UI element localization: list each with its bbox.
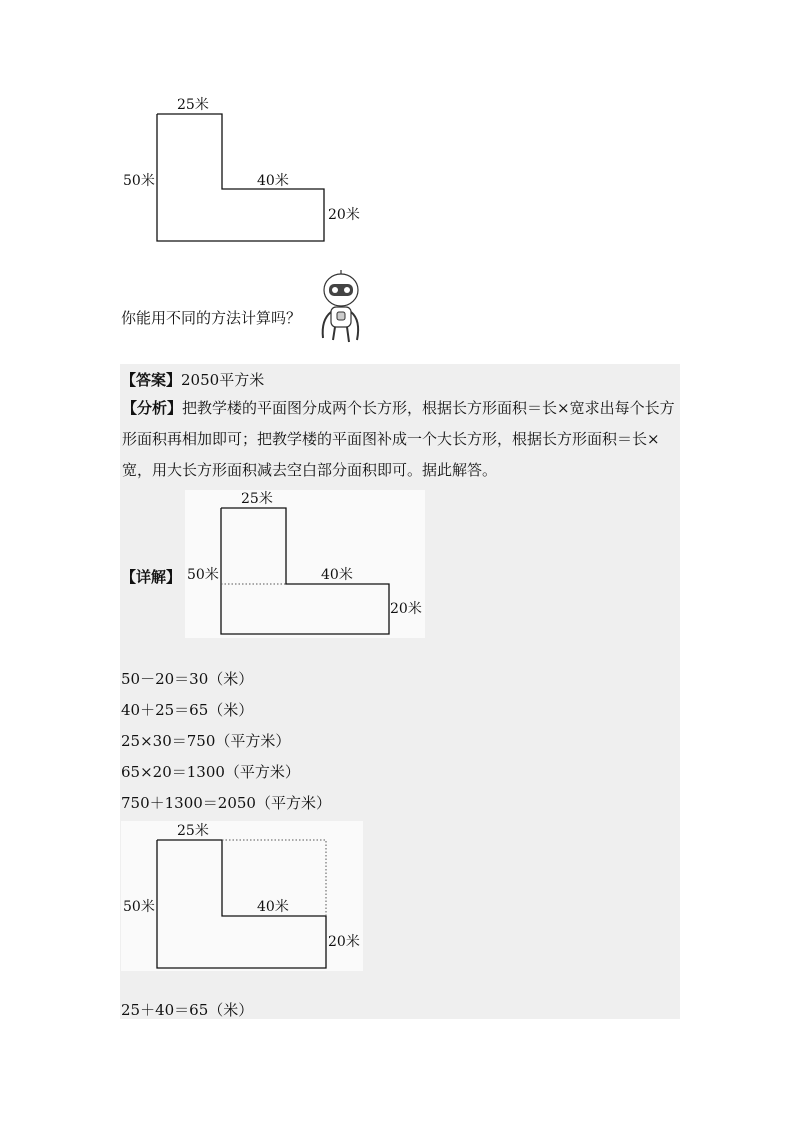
- calc-step-5: 750＋1300＝2050（平方米）: [121, 794, 331, 812]
- answer-value: 2050平方米: [181, 371, 265, 389]
- answer-tag: 【答案】: [121, 371, 182, 389]
- label-left: 50米: [123, 173, 155, 189]
- label-right: 20米: [328, 207, 360, 223]
- calc-step-2: 40＋25＝65（米）: [121, 701, 254, 719]
- calc-step-4: 65×20＝1300（平方米）: [121, 763, 300, 781]
- label-left: 50米: [123, 899, 155, 915]
- label-middle: 40米: [257, 899, 289, 915]
- analysis-tag: 【分析】: [122, 399, 183, 417]
- calc-step-1: 50－20＝30（米）: [121, 670, 254, 688]
- analysis-text: 把教学楼的平面图分成两个长方形，根据长方形面积＝长×宽求出每个长方形面积再相加即可；把教学楼的平面图补成一个大长方形，根据长方形面积＝长×宽，用大长方形面积减去空白部分面积即可。据此解答。: [122, 399, 675, 479]
- label-right: 20米: [328, 934, 360, 950]
- calc-step-3: 25×30＝750（平方米）: [121, 732, 291, 750]
- label-middle: 40米: [257, 173, 289, 189]
- label-top: 25米: [241, 491, 273, 507]
- label-middle: 40米: [321, 567, 353, 583]
- label-top: 25米: [177, 97, 209, 113]
- question-text: 你能用不同的方法计算吗？: [121, 309, 302, 327]
- label-top: 25米: [177, 823, 209, 839]
- label-right: 20米: [390, 601, 422, 617]
- label-left: 50米: [187, 567, 219, 583]
- detail-tag: 【详解】: [121, 568, 182, 586]
- calc-step-6: 25＋40＝65（米）: [121, 1001, 254, 1019]
